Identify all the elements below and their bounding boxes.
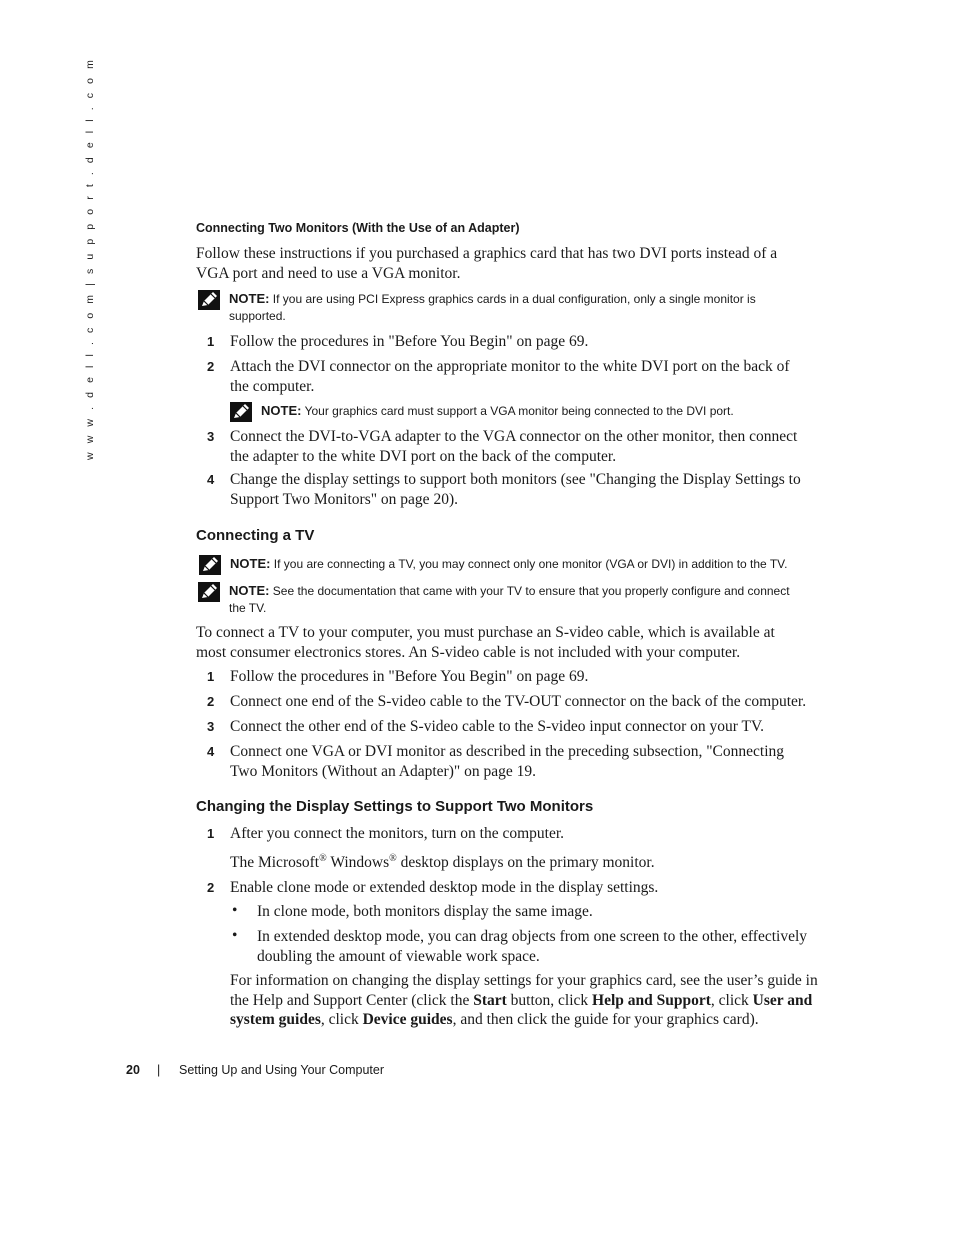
step-text: Follow the procedures in "Before You Begin" on page 69.: [230, 333, 589, 350]
note-pencil-icon: [199, 555, 221, 575]
ui-term-system-guides: system guides: [230, 1011, 321, 1028]
step-number: 4: [207, 472, 215, 487]
page-number: 20: [126, 1063, 140, 1077]
info-line: [230, 991, 830, 1011]
step-text: [230, 357, 820, 396]
section-heading-connecting-tv: Connecting a TV: [196, 527, 315, 544]
note-text: See the documentation that came with your TV to ensure that you properly configure and connect: [269, 584, 790, 598]
step-number: 2: [207, 359, 215, 374]
step-number: 2: [207, 694, 215, 709]
note-text: If you are using PCI Express graphics cards in a dual configuration, only a single monitor is: [269, 292, 756, 306]
step-line: Connect one VGA or DVI monitor as described in the preceding subsection, "Connecting: [230, 743, 785, 760]
bullet-marker: •: [232, 902, 238, 919]
note-pci-express: [229, 290, 819, 325]
bullet-line: doubling the amount of viewable work space.: [257, 947, 540, 965]
step-number: 3: [207, 719, 215, 734]
note-label: NOTE:: [230, 556, 271, 571]
text-run: Windows: [326, 854, 390, 872]
section2-intro: [196, 623, 816, 662]
text-run: , and then click the guide for your graphics card).: [452, 1011, 759, 1028]
step-text: Follow the procedures in "Before You Begin" on page 69.: [230, 668, 589, 685]
text-run: , click: [320, 1011, 363, 1028]
note-text: supported.: [229, 309, 286, 323]
footer-chapter-title: Setting Up and Using Your Computer: [179, 1063, 384, 1077]
note-label: NOTE:: [229, 291, 270, 306]
note-pencil-icon: [198, 290, 220, 310]
ui-term-start: Start: [473, 991, 507, 1009]
note-label: NOTE:: [261, 403, 302, 418]
intro-line: most consumer electronics stores. An S-video cable is not included with your computer.: [196, 643, 741, 661]
registered-mark: ®: [319, 853, 327, 864]
step-number: 1: [207, 334, 215, 349]
step-text: [230, 427, 820, 466]
step-text: Connect one end of the S-video cable to the TV-OUT connector on the back of the computer.: [230, 693, 807, 710]
step-line: the adapter to the white DVI port on the back of the computer.: [230, 447, 617, 465]
bullet-text: In clone mode, both monitors display the same image.: [257, 903, 593, 920]
note-pencil-icon: [198, 582, 220, 602]
intro-line: Follow these instructions if you purchased a graphics card that has two DVI ports instead of a: [196, 245, 778, 262]
bullet-line: In extended desktop mode, you can drag objects from one screen to the other, effectively: [257, 928, 808, 945]
text-run: button, click: [506, 991, 593, 1009]
bullet-text: [257, 927, 827, 966]
step-text: Enable clone mode or extended desktop mode in the display settings.: [230, 879, 659, 896]
text-run: The Microsoft: [230, 854, 320, 872]
info-paragraph: [230, 971, 830, 1030]
note-text: If you are connecting a TV, you may connect only one monitor (VGA or DVI) in addition to the TV.: [270, 557, 788, 571]
step-text: Connect the other end of the S-video cable to the S-video input connector on your TV.: [230, 718, 765, 735]
step-line: Attach the DVI connector on the appropriate monitor to the white DVI port on the back of: [230, 358, 790, 375]
step-number: 2: [207, 880, 215, 895]
text-run: desktop displays on the primary monitor.: [396, 854, 655, 872]
text-run: the Help and Support Center (click the: [230, 991, 474, 1009]
step-number: 3: [207, 429, 215, 444]
intro-line: VGA port and need to use a VGA monitor.: [196, 264, 461, 282]
section-heading-display-settings: Changing the Display Settings to Support Two Monitors: [196, 798, 594, 815]
note-pencil-icon: [230, 402, 252, 422]
note-vga-dvi: [261, 402, 821, 420]
text-run: , click: [710, 991, 753, 1009]
step-number: 1: [207, 669, 215, 684]
step-line: Support Two Monitors" on page 20).: [230, 490, 458, 508]
info-line: For information on changing the display settings for your graphics card, see the user’s guide in: [230, 972, 818, 989]
note-tv-documentation: [229, 582, 829, 617]
section1-intro: [196, 244, 816, 283]
step-line: the computer.: [230, 377, 315, 395]
step-number: 4: [207, 744, 215, 759]
footer-separator: |: [157, 1063, 161, 1077]
registered-mark: ®: [389, 853, 397, 864]
step-subtext: [230, 849, 820, 873]
step-line: Change the display settings to support both monitors (see "Changing the Display Settings to: [230, 471, 801, 488]
note-label: NOTE:: [229, 583, 270, 598]
note-tv-one-monitor: [230, 555, 830, 573]
step-text: [230, 742, 830, 781]
step-number: 1: [207, 826, 215, 841]
info-line: [230, 1010, 830, 1030]
note-text: Your graphics card must support a VGA monitor being connected to the DVI port.: [301, 404, 734, 418]
note-text: the TV.: [229, 601, 267, 615]
intro-line: To connect a TV to your computer, you must purchase an S-video cable, which is available at: [196, 624, 775, 641]
ui-term-user-guides: User and: [752, 991, 813, 1009]
step-line: Connect the DVI-to-VGA adapter to the VGA connector on the other monitor, then connect: [230, 428, 798, 445]
section-heading-two-monitors-adapter: Connecting Two Monitors (With the Use of an Adapter): [196, 221, 520, 235]
bullet-marker: •: [232, 927, 238, 944]
step-line: Two Monitors (Without an Adapter)" on page 19.: [230, 762, 536, 780]
side-url: w w w . d e l l . c o m | s u p p o r t . d e l l . c o m: [84, 57, 96, 460]
ui-term-help-support: Help and Support: [592, 991, 711, 1009]
step-text: [230, 470, 820, 509]
step-text: After you connect the monitors, turn on the computer.: [230, 825, 565, 842]
ui-term-device-guides: Device guides: [362, 1011, 453, 1028]
